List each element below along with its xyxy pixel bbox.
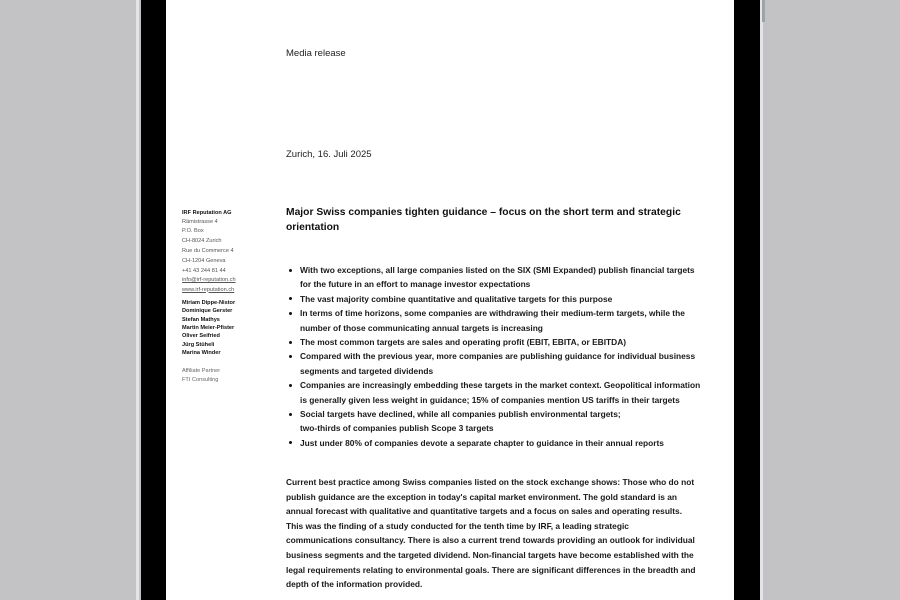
address-line: CH-8024 Zurich <box>182 237 222 244</box>
key-point: The vast majority combine quantitative and qualitative targets for this purpose <box>286 292 706 306</box>
key-point: In terms of time horizons, some companies are withdrawing their medium-term targets, while the number of those communicating annual targets is increasing <box>286 306 706 335</box>
phone-number: +41 43 244 81 44 <box>182 268 226 275</box>
website-link[interactable]: www.irf-reputation.ch <box>182 286 235 293</box>
person-name: Stefan Mathys <box>182 316 220 323</box>
viewer-left-edge <box>136 0 139 600</box>
key-points-list <box>286 263 706 450</box>
headline: Major Swiss companies tighten guidance – focus on the short term and strategic orientation <box>286 207 681 233</box>
key-point: The most common targets are sales and operating profit (EBIT, EBITA, or EBITDA) <box>286 335 706 349</box>
key-point-line: two-thirds of companies publish Scope 3 targets <box>300 423 494 434</box>
scrollbar-thumb[interactable] <box>762 0 765 22</box>
affiliate-label: Affiliate Partner <box>182 367 221 374</box>
person-name: Jürg Stüheli <box>182 341 215 348</box>
viewer-right-border <box>734 0 760 600</box>
document-page <box>166 0 734 600</box>
address-line: Rämistrasse 4 <box>182 219 218 226</box>
address-line: P.O. Box <box>182 228 204 235</box>
affiliate-name: FTI Consulting <box>182 376 219 383</box>
company-name: IRF Reputation AG <box>182 210 232 216</box>
letterhead-sidebar <box>182 209 272 385</box>
people-list <box>182 299 272 358</box>
address-line: CH-1204 Geneva <box>182 257 226 264</box>
email-link[interactable]: info@irf-reputation.ch <box>182 277 236 284</box>
person-name: Marina Winder <box>182 350 221 357</box>
person-name: Dominique Gerster <box>182 308 233 315</box>
scrollbar-track[interactable] <box>760 0 763 600</box>
person-name: Miriam Dippe-Nistor <box>182 299 236 306</box>
key-point-line: Social targets have declined, while all companies publish environmental targets; <box>300 409 621 420</box>
person-name: Martin Meier-Pfister <box>182 325 235 332</box>
key-point: With two exceptions, all large companies listed on the SIX (SMI Expanded) publish financial targets for the future in an effort to manage investor expectations <box>286 263 706 292</box>
key-point: Just under 80% of companies devote a separate chapter to guidance in their annual reports <box>286 436 706 450</box>
document-type-label: Media release <box>286 48 346 59</box>
affiliate-block <box>182 367 272 385</box>
key-point: Companies are increasingly embedding these targets in the market context. Geopolitical information is generally given less weight in guidance; 15% of companies mention US tariffs in their targets <box>286 378 706 407</box>
address-line: Rue du Commerce 4 <box>182 248 234 255</box>
viewer-left-border <box>141 0 166 600</box>
key-point <box>286 407 706 436</box>
release-date: Zurich, 16. Juli 2025 <box>286 149 372 160</box>
lead-paragraph: Current best practice among Swiss companies listed on the stock exchange shows: Those who do not publish guidance are the exception in today's capital market environment. The gold standard is an annual forecast with qualitative and quantitative targets and a focus on sales and operating results. This was the finding of a study conducted for the tenth time by IRF, a leading strategic communications consultancy. There is also a current trend towards providing an outlook for individual business segments and the targeted dividend. Non-financial targets have become established with the legal requirements relating to environmental goals. There are significant differences in the breadth and depth of the information provided. <box>286 477 696 590</box>
key-point: Compared with the previous year, more companies are publishing guidance for individual business segments and targeted dividends <box>286 349 706 378</box>
person-name: Oliver Seifried <box>182 333 220 340</box>
